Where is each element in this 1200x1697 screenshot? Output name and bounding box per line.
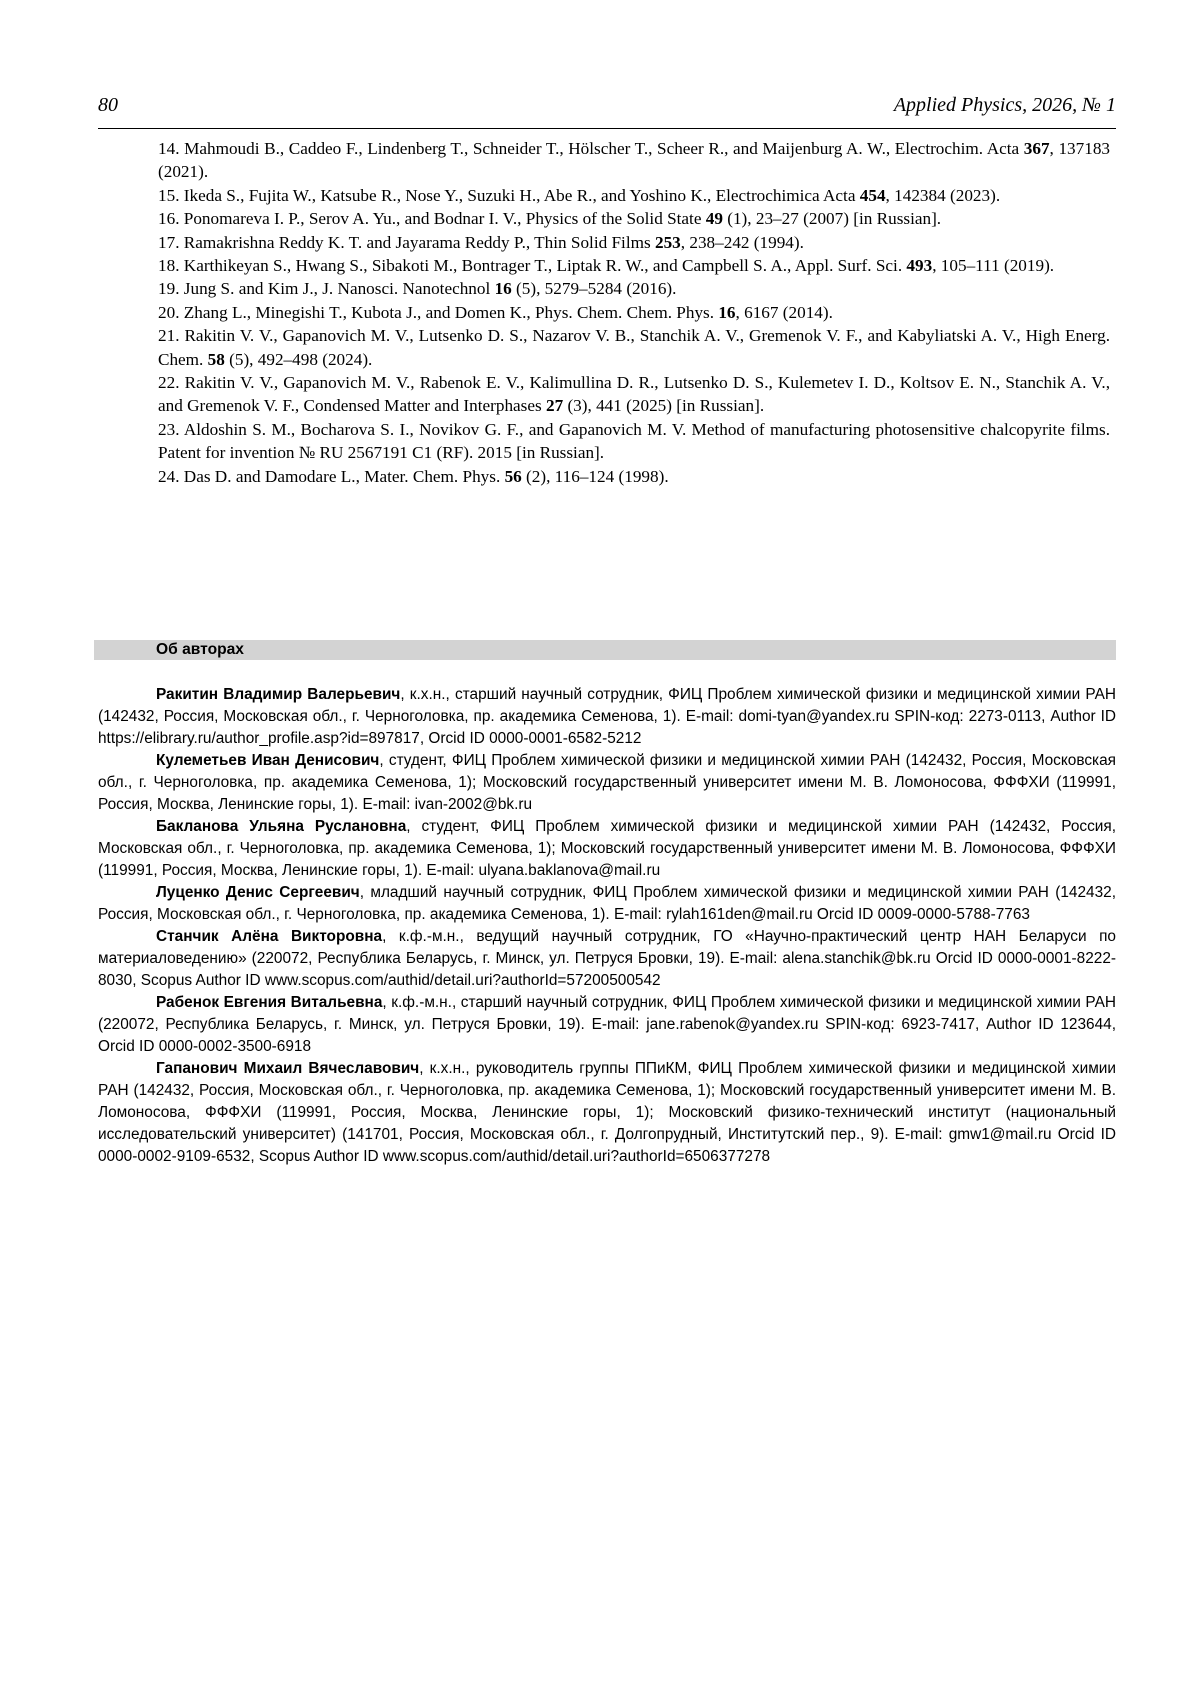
reference-text: 17. Ramakrishna Reddy K. T. and Jayarama Reddy P., Thin Solid Films (158, 232, 655, 252)
reference-item (158, 465, 1110, 488)
reference-volume: 493 (906, 256, 933, 276)
author-entry (98, 684, 1116, 750)
author-name: Бакланова Ульяна Руслановна (156, 818, 407, 835)
author-entry (98, 816, 1116, 882)
author-name: Гапанович Михаил Вячеславович (156, 1060, 420, 1077)
author-name: Луценко Денис Сергеевич (156, 884, 360, 901)
page-header (98, 88, 1116, 129)
reference-text: 15. Ikeda S., Fujita W., Katsube R., Nose Y., Suzuki H., Abe R., and Yoshino K., Electrochimica Acta (158, 185, 860, 205)
reference-item (158, 324, 1110, 371)
reference-tail: , 105–111 (2019). (932, 256, 1055, 276)
reference-text: 23. Aldoshin S. M., Bocharova S. I., Novikov G. F., and Gapanovich M. V. Method of manufacturing photosensitive chalcopyrite films. Patent for invention № RU 2567191 C1 (RF). 2015 [in Russian]. (158, 419, 1110, 463)
reference-text: 20. Zhang L., Minegishi T., Kubota J., and Domen K., Phys. Chem. Chem. Phys. (158, 302, 719, 322)
page-number: 80 (98, 94, 118, 116)
author-entry (98, 926, 1116, 992)
reference-tail: , 137183 (2021). (158, 139, 1111, 182)
reference-tail: , 142384 (2023). (885, 185, 1001, 205)
author-name: Рабенок Евгения Витальевна (156, 994, 383, 1011)
reference-item (158, 184, 1110, 207)
reference-volume: 367 (1023, 139, 1050, 158)
reference-volume: 49 (705, 209, 723, 229)
authors-heading-bar (94, 640, 1116, 660)
reference-tail: , 6167 (2014). (735, 302, 833, 322)
reference-item (158, 231, 1110, 254)
author-details: , к.х.н., старший научный сотрудник, ФИЦ Проблем химической физики и медицинской химии РАН (142432, Россия, Московская обл., г. Черноголовка, пр. академика Семенова, 1). E-mail: domi-tyan@yandex.ru SPIN-код: 2273-0113, Author ID https://elibrary.ru/author_profile.asp?id=897817, Orcid ID 0000-0001-6582-5212 (98, 686, 1116, 747)
author-entry (98, 882, 1116, 926)
author-details: , к.х.н., руководитель группы ППиКМ, ФИЦ Проблем химической физики и медицинской химии РАН (142432, Россия, Московская обл., г. Черноголовка, пр. академика Семенова, 1); Московский государственный университет имени М. В. Ломоносова, ФФФХИ (119991, Россия, Москва, Ленинские горы, 1); Московский физико-технический институт (национальный исследовательский университет) (141701, Россия, Московская обл., г. Долгопрудный, Институтский пер., 9). E-mail: gmw1@mail.ru Orcid ID 0000-0002-9109-6532, Scopus Author ID www.scopus.com/authid/detail.uri?authorId=6506377278 (98, 1060, 1116, 1165)
author-details: , младший научный сотрудник, ФИЦ Проблем химической физики и медицинской химии РАН (142432, Россия, Московская обл., г. Черноголовка, пр. академика Семенова, 1). E-mail: rylah161den@mail.ru Orcid ID 0009-0000-5788-7763 (98, 884, 1116, 923)
reference-text: 14. Mahmoudi B., Caddeo F., Lindenberg T., Schneider T., Hölscher T., Scheer R., and Maijenburg A. W., Electrochim. Acta (158, 139, 1024, 158)
reference-text: 18. Karthikeyan S., Hwang S., Sibakoti M., Bontrager T., Liptak R. W., and Campbell S. A., Appl. Surf. Sci. (158, 256, 907, 276)
reference-text: 21. Rakitin V. V., Gapanovich M. V., Lutsenko D. S., Nazarov V. B., Stanchik A. V., Gremenok V. F., and Kabyliatski A. V., High Energ. Chem. (158, 326, 1110, 369)
author-entry (98, 1058, 1116, 1168)
reference-item (158, 137, 1110, 184)
authors-list (98, 684, 1116, 1168)
reference-volume: 253 (654, 232, 681, 252)
reference-item (158, 254, 1110, 277)
reference-text: 16. Ponomareva I. P., Serov A. Yu., and Bodnar I. V., Physics of the Solid State (158, 209, 706, 229)
reference-tail: (2), 116–124 (1998). (521, 466, 669, 486)
author-name: Кулеметьев Иван Денисович (156, 752, 380, 769)
author-entry (98, 750, 1116, 816)
author-details: , к.ф.-м.н., старший научный сотрудник, ФИЦ Проблем химической физики и медицинской химии РАН (220072, Республика Беларусь, г. Минск, ул. Петруся Бровки, 19). E-mail: jane.rabenok@yandex.ru SPIN-код: 6923-7417, Author ID 123644, Orcid ID 0000-0002-3500-6918 (98, 994, 1116, 1055)
reference-tail: (5), 492–498 (2024). (224, 349, 373, 369)
reference-item (158, 277, 1110, 300)
author-details: , студент, ФИЦ Проблем химической физики и медицинской химии РАН (142432, Россия, Московская обл., г. Черноголовка, пр. академика Семенова, 1); Московский государственный университет имени М. В. Ломоносова, ФФФХИ (119991, Россия, Москва, Ленинские горы, 1). E-mail: ivan-2002@bk.ru (98, 752, 1116, 813)
reference-volume: 16 (718, 302, 736, 322)
reference-volume: 16 (494, 279, 512, 299)
reference-volume: 454 (859, 185, 886, 205)
reference-volume: 58 (207, 349, 225, 369)
reference-tail: (3), 441 (2025) [in Russian]. (563, 396, 765, 416)
reference-tail: (1), 23–27 (2007) [in Russian]. (722, 209, 942, 229)
authors-heading: Об авторах (156, 641, 244, 658)
reference-text: 22. Rakitin V. V., Gapanovich M. V., Rabenok E. V., Kalimullina D. R., Lutsenko D. S., Kulemetev I. D., Koltsov E. N., Stanchik A. V., and Gremenok V. F., Condensed Matter and Interphases (158, 373, 1110, 416)
author-name: Ракитин Владимир Валерьевич (156, 686, 401, 703)
author-details: , студент, ФИЦ Проблем химической физики и медицинской химии РАН (142432, Россия, Московская обл., г. Черноголовка, пр. академика Семенова, 1); Московский государственный университет имени М. В. Ломоносова, ФФФХИ (119991, Россия, Москва, Ленинские горы, 1). E-mail: ulyana.baklanova@mail.ru (98, 818, 1117, 879)
journal-title: Applied Physics, 2026, № 1 (893, 94, 1116, 116)
author-name: Станчик Алёна Викторовна (156, 928, 383, 945)
reference-item (158, 207, 1110, 230)
reference-volume: 27 (545, 396, 564, 416)
reference-item (158, 371, 1110, 418)
reference-item (158, 301, 1110, 324)
author-details: , к.ф.-м.н., ведущий научный сотрудник, ГО «Научно-практический центр НАН Беларуси по материаловедению» (220072, Республика Беларусь, г. Минск, ул. Петруся Бровки, 19). E-mail: alena.stanchik@bk.ru Orcid ID 0000-0001-8222-8030, Scopus Author ID www.scopus.com/authid/detail.uri?authorId=57200500542 (98, 928, 1116, 989)
reference-list (158, 137, 1110, 488)
reference-tail: , 238–242 (1994). (680, 232, 804, 252)
reference-text: 24. Das D. and Damodare L., Mater. Chem. Phys. (158, 466, 505, 486)
reference-volume: 56 (504, 466, 522, 486)
reference-item (158, 418, 1110, 465)
reference-tail: (5), 5279–5284 (2016). (511, 279, 677, 299)
author-entry (98, 992, 1116, 1058)
reference-text: 19. Jung S. and Kim J., J. Nanosci. Nanotechnol (158, 279, 495, 299)
